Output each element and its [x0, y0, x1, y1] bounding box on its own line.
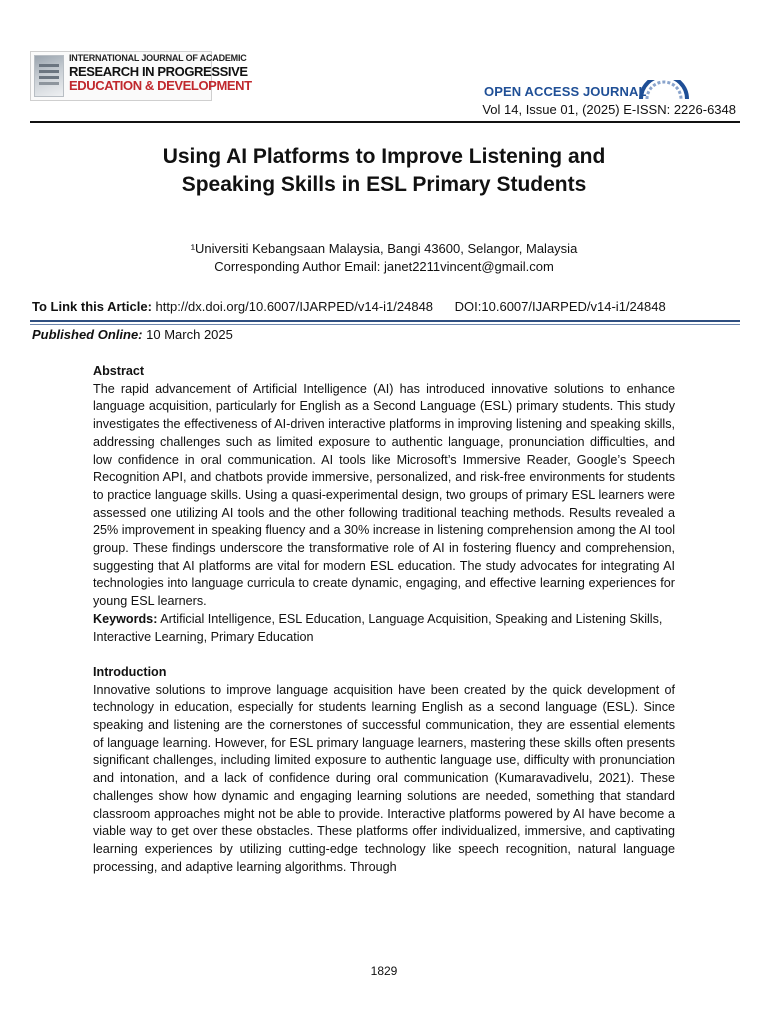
- keywords-list: Artificial Intelligence, ESL Education, Language Acquisition, Speaking and Listening Skills, Interactive Learning, Primary Education: [93, 611, 663, 644]
- open-access-arc-icon: [638, 80, 690, 100]
- section-gap: [93, 646, 675, 664]
- published-date: 10 March 2025: [146, 327, 233, 342]
- volume-issue: Vol 14, Issue 01, (2025) E-ISSN: 2226-6348: [482, 102, 736, 117]
- article-url[interactable]: http://dx.doi.org/10.6007/IJARPED/v14-i1/24848: [155, 299, 434, 314]
- affiliation: ¹Universiti Kebangsaan Malaysia, Bangi 43600, Selangor, Malaysia: [190, 241, 578, 256]
- introduction-text: Innovative solutions to improve language acquisition have been created by the quick development of technology in education, especially for students learning English as a second language (ESL). Since speaking and listening are the cornerstones of successful communication, they are essential elements of language learning. However, for ESL primary language learners, mastering these skills often presents significant challenges, including limited exposure to authentic language use, difficulty with pronunciation and intonation, and a lack of confidence during oral communication (Kumaravadivelu, 2021). These challenges show how dynamic and engaging learning solutions are needed, something that standard classroom approaches might not be able to provide. Interactive platforms powered by AI have become a viable way to get over these obstacles. These platforms offer individualized, immersive, and captivating learning experiences by utilizing cutting-edge technology like speech recognition, natural language processing, and adaptive learning algorithms. Through: [93, 682, 675, 874]
- abstract-text: The rapid advancement of Artificial Intelligence (AI) has introduced innovative solutions to enhance language acquisition, particularly for English as a Second Language (ESL) primary students. This study investigates the effectiveness of AI-driven interactive platforms in improving listening and speaking skills, addressing challenges such as limited exposure to authentic language, pronunciation difficulties, and low confidence in oral communication. AI tools like Microsoft’s Immersive Reader, Google’s Speech Recognition API, and chatbots provide immersive, personalized, and risk-free environments for students to practice language skills. Using a quasi-experimental design, two groups of primary ESL learners were assessed one utilizing AI tools and the other following traditional teaching methods. Results revealed a 25% improvement in speaking fluency and a 30% increase in listening comprehension among the AI tool group. These findings underscore the transformative role of AI in fostering fluency and comprehension, suggesting that AI platforms are vital for modern ESL education. The study advocates for integrating AI technologies into language curricula to create dynamic, engaging, and effective learning experiences for young ESL learners.: [93, 381, 675, 609]
- published-line: [32, 327, 233, 342]
- open-access-label: OPEN ACCESS JOURNAL: [484, 84, 647, 99]
- abstract-heading: Abstract: [93, 364, 145, 378]
- link-label: To Link this Article:: [32, 299, 152, 314]
- journal-logo: [30, 51, 252, 101]
- logo-line-2: RESEARCH IN PROGRESSIVE: [69, 64, 248, 79]
- keywords-label: Keywords:: [93, 611, 158, 626]
- author-email: Corresponding Author Email: janet2211vincent@gmail.com: [214, 259, 554, 274]
- affiliation-block: [60, 240, 708, 276]
- keywords: [93, 611, 675, 646]
- page-number: 1829: [370, 964, 398, 978]
- title-line-2: Speaking Skills in ESL Primary Students: [181, 173, 587, 196]
- header-rule: [30, 121, 740, 123]
- journal-cover-icon: [34, 55, 64, 97]
- link-rule-top: [30, 320, 740, 322]
- article-link-line: [32, 299, 666, 314]
- article-doi[interactable]: DOI:10.6007/IJARPED/v14-i1/24848: [454, 299, 666, 314]
- link-rule-bottom: [30, 324, 740, 325]
- published-label: Published Online:: [32, 327, 143, 342]
- introduction-heading: Introduction: [93, 664, 167, 679]
- logo-line-3: EDUCATION & DEVELOPMENT: [69, 78, 252, 93]
- article-title: [60, 143, 708, 199]
- logo-line-1: INTERNATIONAL JOURNAL OF ACADEMIC: [69, 53, 247, 63]
- title-line-1: Using AI Platforms to Improve Listening and: [162, 145, 606, 168]
- logo-text: [69, 54, 252, 92]
- article-body: [93, 363, 675, 876]
